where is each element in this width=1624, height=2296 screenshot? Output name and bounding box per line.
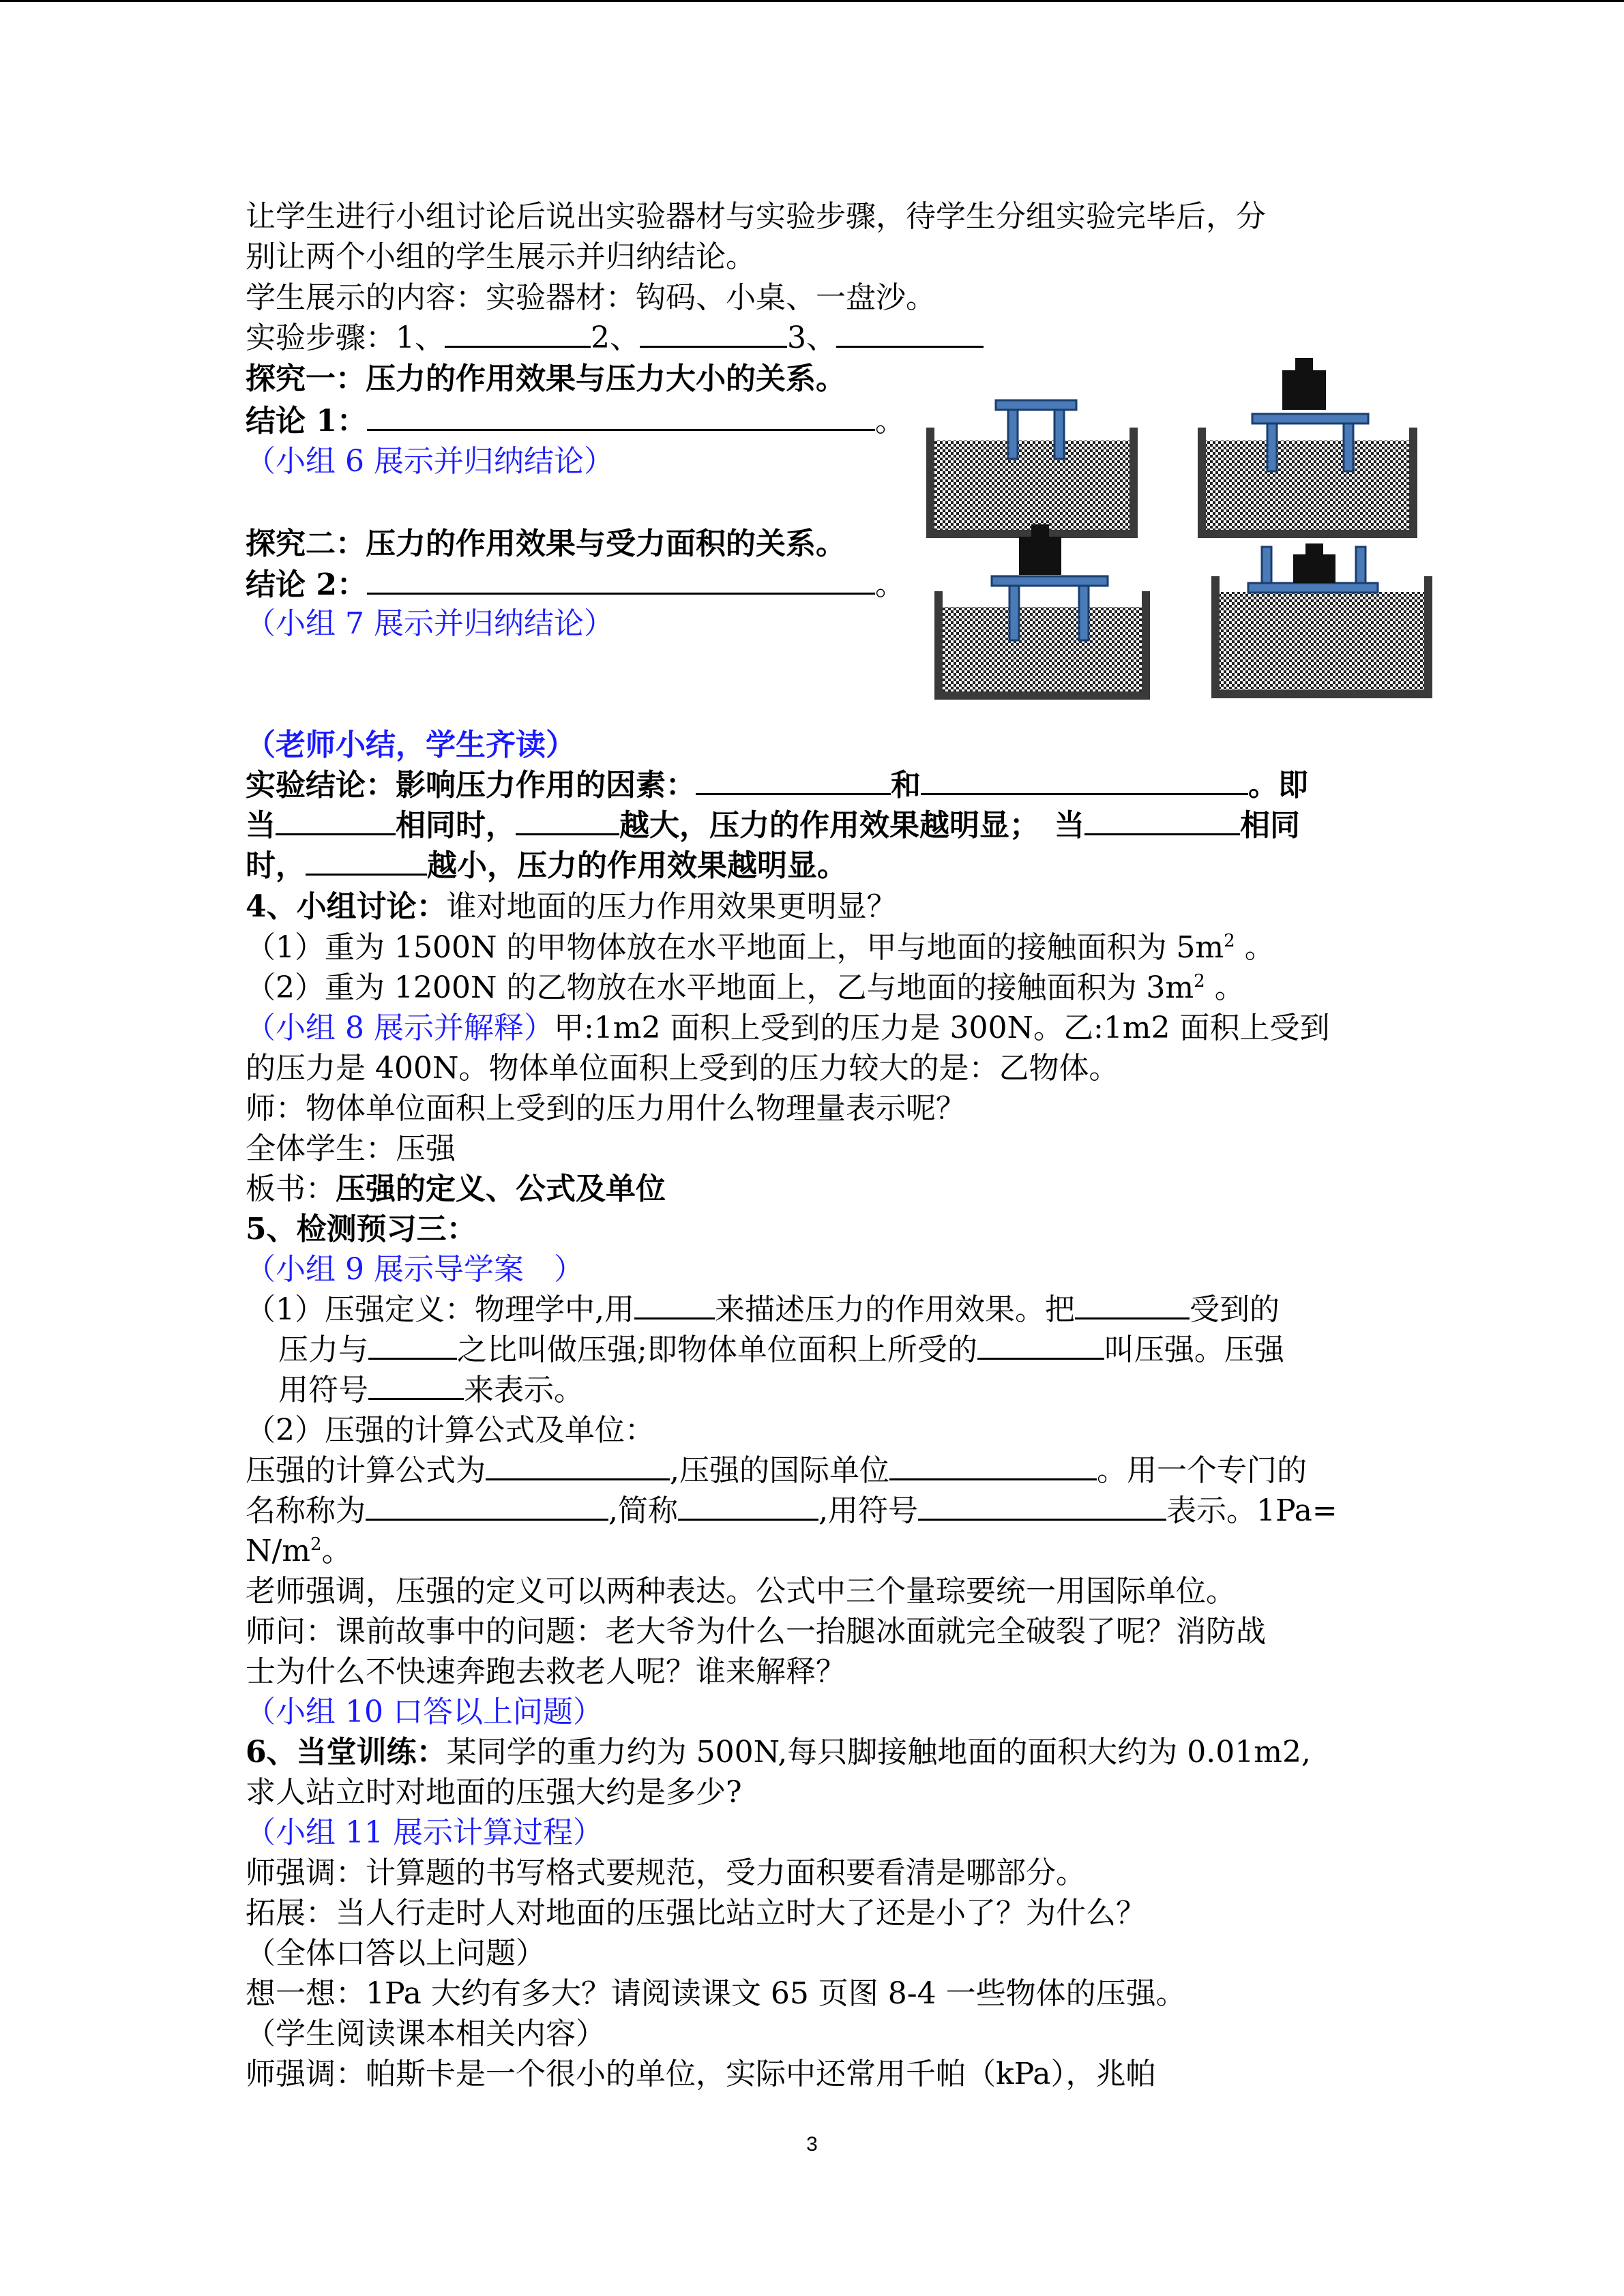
- text: 甲:1m2 面积上受到的压力是 300N。乙:1m2 面积上受到: [553, 1011, 1330, 1045]
- group-note: [246, 1249, 584, 1290]
- heading-line: [246, 359, 846, 400]
- blank[interactable]: [977, 1330, 1104, 1360]
- text: 实验结论：影响压力作用的因素：: [246, 768, 696, 803]
- text: 。: [321, 1534, 352, 1568]
- text: 和: [891, 768, 921, 803]
- superscript: 2: [1224, 931, 1235, 951]
- text: （小组 9 展示导学案 ）: [246, 1252, 584, 1287]
- blank-conclusion-2[interactable]: [367, 565, 875, 595]
- text: 压强的计算公式为: [246, 1453, 486, 1488]
- text-line: [246, 278, 936, 318]
- group-note: [246, 441, 614, 482]
- blank-step-1[interactable]: [445, 318, 591, 348]
- text: 名称称为: [246, 1493, 366, 1528]
- text: 当: [246, 808, 276, 843]
- text-line: [246, 2054, 1156, 2095]
- text-line: [246, 1652, 846, 1693]
- page-number: 3: [806, 2133, 818, 2156]
- text: （小组 7 展示并归纳结论）: [246, 606, 614, 641]
- text: 相同时，: [396, 808, 516, 843]
- text: ,压强的国际单位: [670, 1453, 889, 1488]
- text: （全体口答以上问题）: [246, 1936, 546, 1971]
- text-line: [278, 1370, 584, 1411]
- group-note: [246, 725, 576, 766]
- text-line: [246, 1008, 1329, 1049]
- text: （2）压强的计算公式及单位：: [246, 1413, 655, 1448]
- group-note: [246, 1813, 603, 1853]
- text: 2、: [591, 320, 640, 355]
- blank-conclusion-1[interactable]: [367, 402, 875, 431]
- text-line: [246, 1772, 742, 1813]
- text: 探究一：压力的作用效果与压力大小的关系。: [246, 361, 846, 396]
- summary-line: [246, 765, 1308, 806]
- text: 谁对地面的压力作用效果更明显？: [446, 889, 897, 924]
- text: 求人站立时对地面的压强大约是多少?: [246, 1775, 742, 1810]
- blank[interactable]: [678, 1491, 818, 1521]
- weight-2: [1282, 358, 1326, 410]
- text-line: [246, 927, 1275, 968]
- group-note: （小组 8 展示并解释）: [246, 1011, 554, 1045]
- page-top-border: [0, 0, 1624, 2]
- text: 某同学的重力约为 500N,每只脚接触地面的面积大约为 0.01m2,: [446, 1735, 1311, 1770]
- text: （小组 6 展示并归纳结论）: [246, 444, 614, 479]
- text-line: [246, 1933, 546, 1974]
- text: 。即: [1248, 768, 1308, 803]
- text-line: [246, 1450, 1307, 1491]
- text-line: [246, 1611, 1266, 1652]
- text: 4、小组讨论：: [246, 889, 447, 924]
- superscript: 2: [310, 1534, 322, 1555]
- blank[interactable]: [306, 846, 427, 876]
- text-line: [246, 886, 897, 927]
- text: 越大，压力的作用效果越明显； 当: [619, 808, 1084, 843]
- text-line: [246, 237, 756, 278]
- text: 叫压强。压强: [1104, 1332, 1284, 1367]
- group-note: [246, 603, 614, 644]
- text: 想一想：1Pa 大约有多大？请阅读课文 65 页图 8-4 一些物体的压强。: [246, 1976, 1186, 2011]
- text: 来描述压力的作用效果。把: [714, 1292, 1075, 1327]
- sand-tray-3: [939, 591, 1146, 696]
- text-line: [246, 196, 1266, 237]
- text: 结论 1：: [246, 404, 367, 438]
- text: 老师强调，压强的定义可以两种表达。公式中三个量琮要统一用国际单位。: [246, 1574, 1236, 1609]
- text: 让学生进行小组讨论后说出实验器材与实验步骤，待学生分组实验完毕后，分: [246, 199, 1266, 234]
- text: 6、当堂训练：: [246, 1735, 447, 1770]
- blank[interactable]: [918, 1491, 1166, 1521]
- text-line: [246, 1732, 1311, 1773]
- text-line: [246, 1048, 1119, 1089]
- text: 5、检测预习三：: [246, 1212, 477, 1247]
- text-line: [246, 2014, 606, 2055]
- text: 。: [1205, 970, 1245, 1005]
- text: 师强调：帕斯卡是一个很小的单位，实际中还常用千帕（kPa），兆帕: [246, 2057, 1156, 2091]
- text-line: [278, 1330, 1284, 1371]
- text-line: [246, 1209, 477, 1250]
- blank[interactable]: [486, 1451, 670, 1480]
- text: （老师小结，学生齐读）: [246, 728, 576, 762]
- text: 师：物体单位面积上受到的压力用什么物理量表示呢？: [246, 1091, 966, 1126]
- text: 实验步骤：1、: [246, 320, 445, 355]
- text: ,用符号: [818, 1493, 918, 1528]
- text: 压强的定义、公式及单位: [336, 1172, 666, 1206]
- text: N/m: [246, 1534, 311, 1568]
- text: 。: [874, 567, 905, 602]
- text: 。: [874, 404, 905, 438]
- sand-tray-2: [1202, 428, 1413, 534]
- blank[interactable]: [366, 1491, 608, 1521]
- blank[interactable]: [889, 1451, 1097, 1480]
- text: 别让两个小组的学生展示并归纳结论。: [246, 239, 756, 274]
- text-line: [246, 1893, 1146, 1934]
- text-line: [246, 968, 1245, 1009]
- blank-factor-2[interactable]: [921, 766, 1248, 795]
- text: 的压力是 400N。物体单位面积上受到的压力较大的是：乙物体。: [246, 1051, 1119, 1086]
- text: 拓展：当人行走时人对地面的压强比站立时大了还是小了？为什么？: [246, 1896, 1146, 1930]
- group-note: [246, 1692, 603, 1733]
- text: 压力与: [278, 1332, 368, 1367]
- text: 来表示。: [464, 1373, 584, 1407]
- weight-4: [1293, 543, 1335, 583]
- text: 受到的: [1189, 1292, 1280, 1327]
- blank-step-3[interactable]: [836, 318, 984, 348]
- blank[interactable]: [368, 1371, 464, 1400]
- text-line: [246, 1410, 655, 1451]
- text: （1）重为 1500N 的甲物体放在水平地面上，甲与地面的接触面积为 5m: [246, 930, 1224, 965]
- sand-tray-1: [930, 428, 1134, 534]
- summary-line: [246, 846, 847, 886]
- blank[interactable]: [516, 806, 619, 835]
- blank-step-2[interactable]: [640, 318, 787, 348]
- experiment-figure: [921, 351, 1439, 706]
- summary-line: [246, 805, 1300, 846]
- text: 师问：课前故事中的问题：老大爷为什么一抬腿冰面就完全破裂了呢？消防战: [246, 1614, 1266, 1649]
- blank[interactable]: [276, 806, 396, 835]
- text: 结论 2：: [246, 567, 367, 602]
- text-line: [246, 1491, 1338, 1532]
- text: 。: [1235, 930, 1275, 965]
- text: 表示。1Pa=: [1166, 1493, 1338, 1528]
- conclusion-line: [246, 565, 905, 606]
- heading-line: [246, 524, 846, 565]
- text: 学生展示的内容：实验器材：钩码、小桌、一盘沙。: [246, 280, 936, 315]
- text: 探究二：压力的作用效果与受力面积的关系。: [246, 526, 846, 561]
- blank[interactable]: [368, 1330, 457, 1360]
- blank[interactable]: [634, 1290, 715, 1320]
- blank-factor-1[interactable]: [696, 766, 891, 795]
- text: 之比叫做压强;即物体单位面积上所受的: [457, 1332, 977, 1367]
- text: （小组 10 口答以上问题）: [246, 1695, 603, 1729]
- text-line: [246, 1129, 456, 1169]
- text-line: [246, 1531, 352, 1572]
- text: 师强调：计算题的书写格式要规范，受力面积要看清是哪部分。: [246, 1855, 1086, 1890]
- text: 相同: [1240, 808, 1300, 843]
- text-line: [246, 1088, 966, 1129]
- text: 越小，压力的作用效果越明显。: [427, 848, 847, 883]
- text: 3、: [787, 320, 836, 355]
- text: 士为什么不快速奔跑去救老人呢？谁来解释？: [246, 1654, 846, 1689]
- superscript: 2: [1194, 971, 1205, 992]
- steps-line: [246, 318, 984, 359]
- blank[interactable]: [1084, 806, 1240, 835]
- text: （小组 11 展示计算过程）: [246, 1815, 603, 1850]
- text: 板书：: [246, 1172, 336, 1206]
- sand-tray-4: [1215, 576, 1428, 694]
- text: 全体学生：压强: [246, 1131, 456, 1166]
- text: 时，: [246, 848, 306, 883]
- text: （学生阅读课本相关内容）: [246, 2016, 606, 2051]
- blank[interactable]: [1075, 1290, 1190, 1320]
- text-line: [246, 1571, 1236, 1612]
- text: （2）重为 1200N 的乙物放在水平地面上，乙与地面的接触面积为 3m: [246, 970, 1194, 1005]
- text-line: [246, 1169, 666, 1210]
- text-line: [246, 1853, 1086, 1894]
- conclusion-line: [246, 401, 905, 442]
- text-line: [246, 1289, 1280, 1330]
- text: 用符号: [278, 1373, 368, 1407]
- text: （1）压强定义：物理学中,用: [246, 1292, 634, 1327]
- text: 。用一个专门的: [1097, 1453, 1307, 1488]
- text: ,简称: [608, 1493, 678, 1528]
- text-line: [246, 1973, 1186, 2014]
